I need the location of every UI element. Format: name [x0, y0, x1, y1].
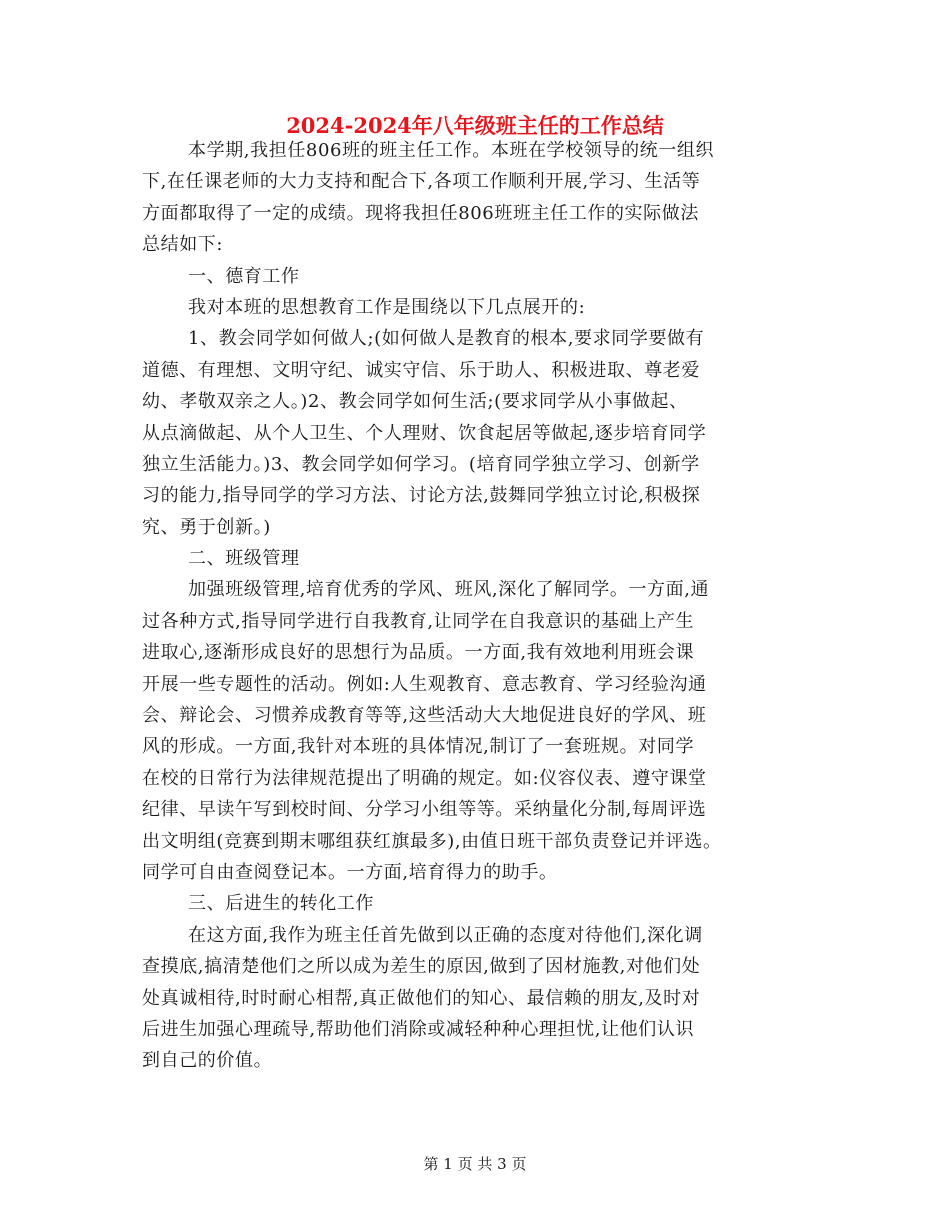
- body-line: 开展一些专题性的活动。例如:人生观教育、意志教育、学习经验沟通: [142, 673, 707, 695]
- body-line: 在这方面,我作为班主任首先做到以正确的态度对待他们,深化调: [188, 924, 703, 946]
- body-line: 同学可自由查阅登记本。一方面,培育得力的助手。: [142, 861, 558, 883]
- body-line: 在校的日常行为法律规范提出了明确的规定。如:仪容仪表、遵守课堂: [142, 767, 707, 789]
- body-line: 1、教会同学如何做人;(如何做人是教育的根本,要求同学要做有: [188, 328, 705, 350]
- body-line: 纪律、早读午写到校时间、分学习小组等等。采纳量化分制,每周评选: [142, 799, 707, 821]
- document-title: 2024-2024年八年级班主任的工作总结: [286, 113, 664, 138]
- body-line: 从点滴做起、从个人卫生、个人理财、饮食起居等做起,逐步培育同学: [142, 422, 707, 444]
- body-line: 我对本班的思想教育工作是围绕以下几点展开的:: [188, 296, 586, 318]
- body-line: 过各种方式,指导同学进行自我教育,让同学在自我意识的基础上产生: [142, 610, 695, 632]
- body-line: 究、勇于创新。): [142, 516, 271, 538]
- body-line: 加强班级管理,培育优秀的学风、班风,深化了解同学。一方面,通: [188, 579, 710, 601]
- body-line: 二、班级管理: [188, 548, 300, 570]
- body-line: 三、后进生的转化工作: [188, 893, 374, 915]
- body-line: 方面都取得了一定的成绩。现将我担任806班班主任工作的实际做法: [142, 202, 699, 224]
- body-line: 下,在任课老师的大力支持和配合下,各项工作顺利开展,学习、生活等: [142, 171, 701, 193]
- body-line: 风的形成。一方面,我针对本班的具体情况,制订了一套班规。对同学: [142, 736, 695, 758]
- body-line: 处真诚相待,时时耐心相帮,真正做他们的知心、最信赖的朋友,及时对: [142, 987, 701, 1009]
- body-line: 一、德育工作: [188, 265, 300, 287]
- body-line: 独立生活能力。)3、教会同学如何学习。(培育同学独立学习、创新学: [142, 453, 700, 475]
- body-line: 查摸底,搞清楚他们之所以成为差生的原因,做到了因材施教,对他们处: [142, 956, 701, 978]
- body-line: 出文明组(竞赛到期末哪组获红旗最多),由值日班干部负责登记并评选。: [142, 830, 722, 852]
- body-line: 幼、孝敬双亲之人。)2、教会同学如何生活;(要求同学从小事做起、: [142, 391, 688, 413]
- document-body: [142, 135, 814, 1077]
- body-line: 会、辩论会、习惯养成教育等等,这些活动大大地促进良好的学风、班: [142, 705, 707, 727]
- page-footer: 第 1 页 共 3 页: [423, 1155, 527, 1173]
- body-line: 本学期,我担任806班的班主任工作。本班在学校领导的统一组织: [188, 140, 715, 161]
- body-line: 习的能力,指导同学的学习方法、讨论方法,鼓舞同学独立讨论,积极探: [142, 485, 701, 507]
- body-line: 总结如下:: [142, 234, 224, 256]
- body-line: 进取心,逐渐形成良好的思想行为品质。一方面,我有效地利用班会课: [142, 642, 695, 664]
- body-line: 道德、有理想、文明守纪、诚实守信、乐于助人、积极进取、尊老爱: [142, 359, 700, 381]
- body-line: 后进生加强心理疏导,帮助他们消除或减轻种种心理担忧,让他们认识: [142, 1018, 695, 1040]
- body-line: 到自己的价值。: [142, 1050, 273, 1072]
